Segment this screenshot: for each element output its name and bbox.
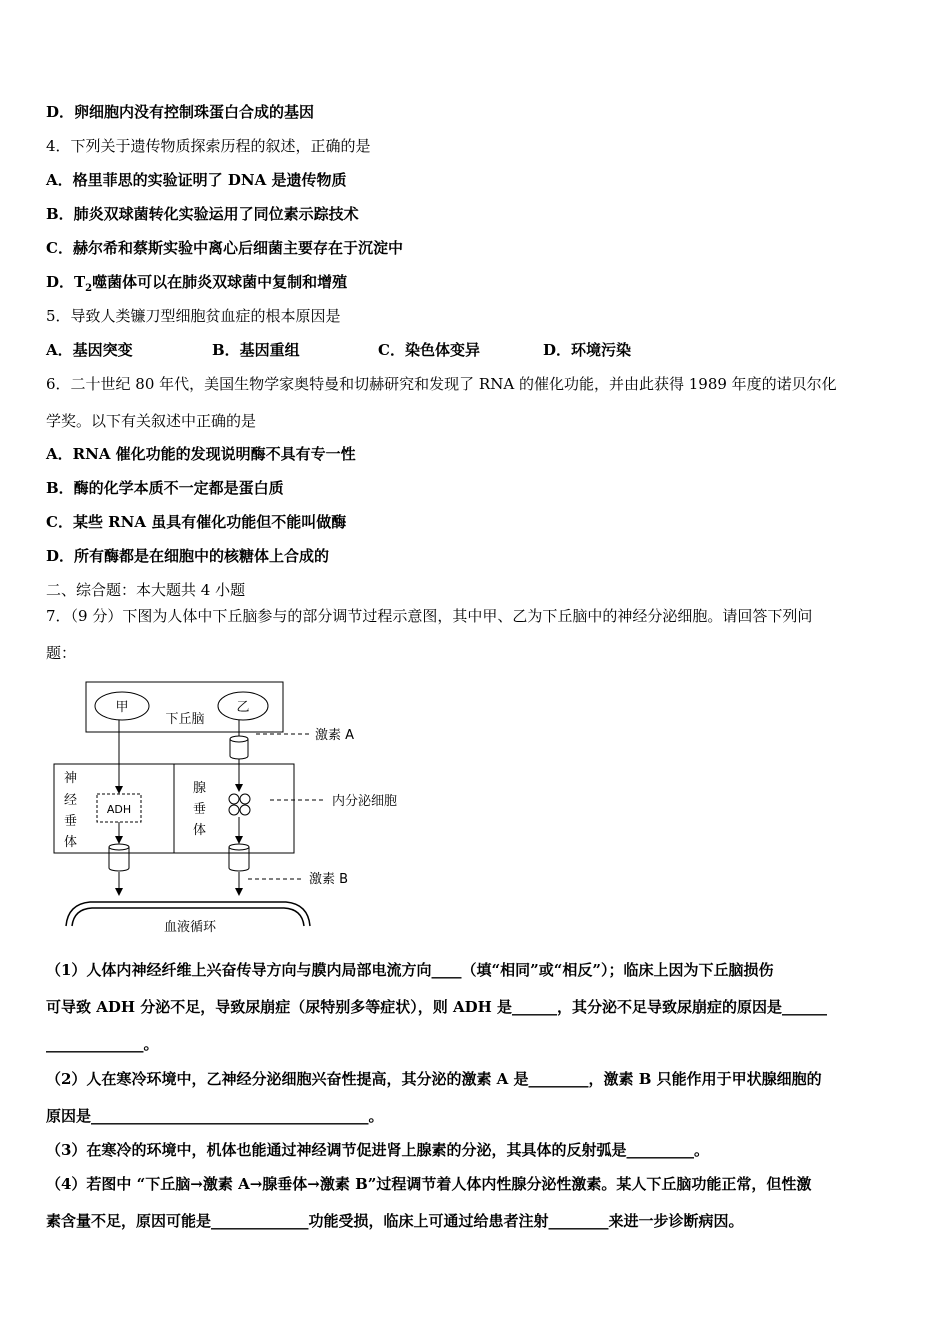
question-7-stem-line2: 题： [46,644,77,662]
question-6-option-a: A．RNA 催化功能的发现说明酶不具有专一性 [46,445,356,463]
question-5-option-c: C．染色体变异 [378,341,480,359]
posterior-pituitary-char-4: 体 [64,835,78,850]
question-5-option-b: B．基因重组 [212,341,300,359]
question-5-option-a: A．基因突变 [46,341,133,359]
hormone-b-vessel-top [229,844,249,850]
question-7-sub1-line1: （1）人体内神经纤维上兴奋传导方向与膜内局部电流方向____（填“相同”或“相反”）；临床上因为下丘脑损伤 [46,961,774,979]
question-7-sub2-line1: （2）人在寒冷环境中，乙神经分泌细胞兴奋性提高，其分泌的激素 A 是________，激素 B 只能作用于甲状腺细胞的 [46,1070,822,1088]
adh-vessel-top [109,844,129,850]
endocrine-label: 内分泌细胞 [332,794,398,809]
option-d-subscript: 2 [85,283,93,294]
question-7-sub3: （3）在寒冷的环境中，机体也能通过神经调节促进肾上腺素的分泌，其具体的反射弧是_________。 [46,1141,709,1159]
question-5-option-d: D．环境污染 [543,341,632,359]
adenohypophysis-char-3: 体 [193,823,207,838]
question-5-stem: 5．导致人类镰刀型细胞贫血症的根本原因是 [46,307,341,325]
question-4-option-b: B．肺炎双球菌转化实验运用了同位素示踪技术 [46,205,359,223]
question-7-sub1-line2: 可导致 ADH 分泌不足，导致尿崩症（尿特别多等症状），则 ADH 是______，其分泌不足导致尿崩症的原因是______ [46,998,828,1016]
hormone-a-vessel-top [230,736,248,742]
question-3-option-d: D．卵细胞内没有控制珠蛋白合成的基因 [46,103,315,121]
question-7-sub2-line2: 原因是_____________________________________。 [46,1107,384,1125]
hormone-b-label: 激素 B [309,872,349,887]
question-4-option-a: A．格里菲思的实验证明了 DNA 是遗传物质 [46,171,347,189]
question-6-stem-line1: 6．二十世纪 80 年代，美国生物学家奥特曼和切赫研究和发现了 RNA 的催化功能，并由此获得 1989 年度的诺贝尔化 [46,375,837,393]
question-6-option-b: B．酶的化学本质不一定都是蛋白质 [46,479,284,497]
option-d-rest: 噬菌体可以在肺炎双球菌中复制和增殖 [92,273,348,291]
regulation-diagram [50,678,420,940]
question-7-sub4-line2: 素含量不足，原因可能是_____________功能受损，临床上可通过给患者注射________来进一步诊断病因。 [46,1212,744,1230]
question-4-option-c: C．赫尔希和蔡斯实验中离心后细菌主要存在于沉淀中 [46,239,403,257]
hormone-b-vessel [229,847,249,871]
question-7-sub4-line1: （4）若图中 “下丘脑→激素 A→腺垂体→激素 B”过程调节着人体内性腺分泌性激素。某人下丘脑功能正常，但性激 [46,1175,812,1193]
section-2-heading: 二、综合题：本大题共 4 小题 [46,581,246,599]
posterior-pituitary-char-1: 神 [64,771,78,786]
endocrine-cell-cluster [229,794,250,815]
cell-yi-label: 乙 [236,700,250,715]
question-6-stem-line2: 学奖。以下有关叙述中正确的是 [46,412,257,430]
adh-label: ADH [106,803,132,816]
hypothalamus-label: 下丘脑 [165,712,205,727]
question-4-option-d [46,272,347,299]
option-d-prefix: D．T [46,273,86,291]
hormone-a-label: 激素 A [315,728,355,743]
question-7-sub1-line3: _____________。 [46,1035,159,1053]
adh-vessel [109,847,129,871]
cell-jia-label: 甲 [115,700,129,715]
adenohypophysis-char-2: 垂 [193,802,207,817]
question-4-stem: 4．下列关于遗传物质探索历程的叙述，正确的是 [46,137,371,155]
question-6-option-d: D．所有酶都是在细胞中的核糖体上合成的 [46,547,330,565]
adenohypophysis-char-1: 腺 [193,781,207,796]
posterior-pituitary-char-2: 经 [64,793,78,808]
question-6-option-c: C．某些 RNA 虽具有催化功能但不能叫做酶 [46,513,347,531]
posterior-pituitary-char-3: 垂 [64,814,78,829]
question-7-stem-line1: 7．（9 分）下图为人体中下丘脑参与的部分调节过程示意图，其中甲、乙为下丘脑中的神经分泌细胞。请回答下列问 [46,607,813,625]
blood-label: 血液循环 [163,920,217,935]
